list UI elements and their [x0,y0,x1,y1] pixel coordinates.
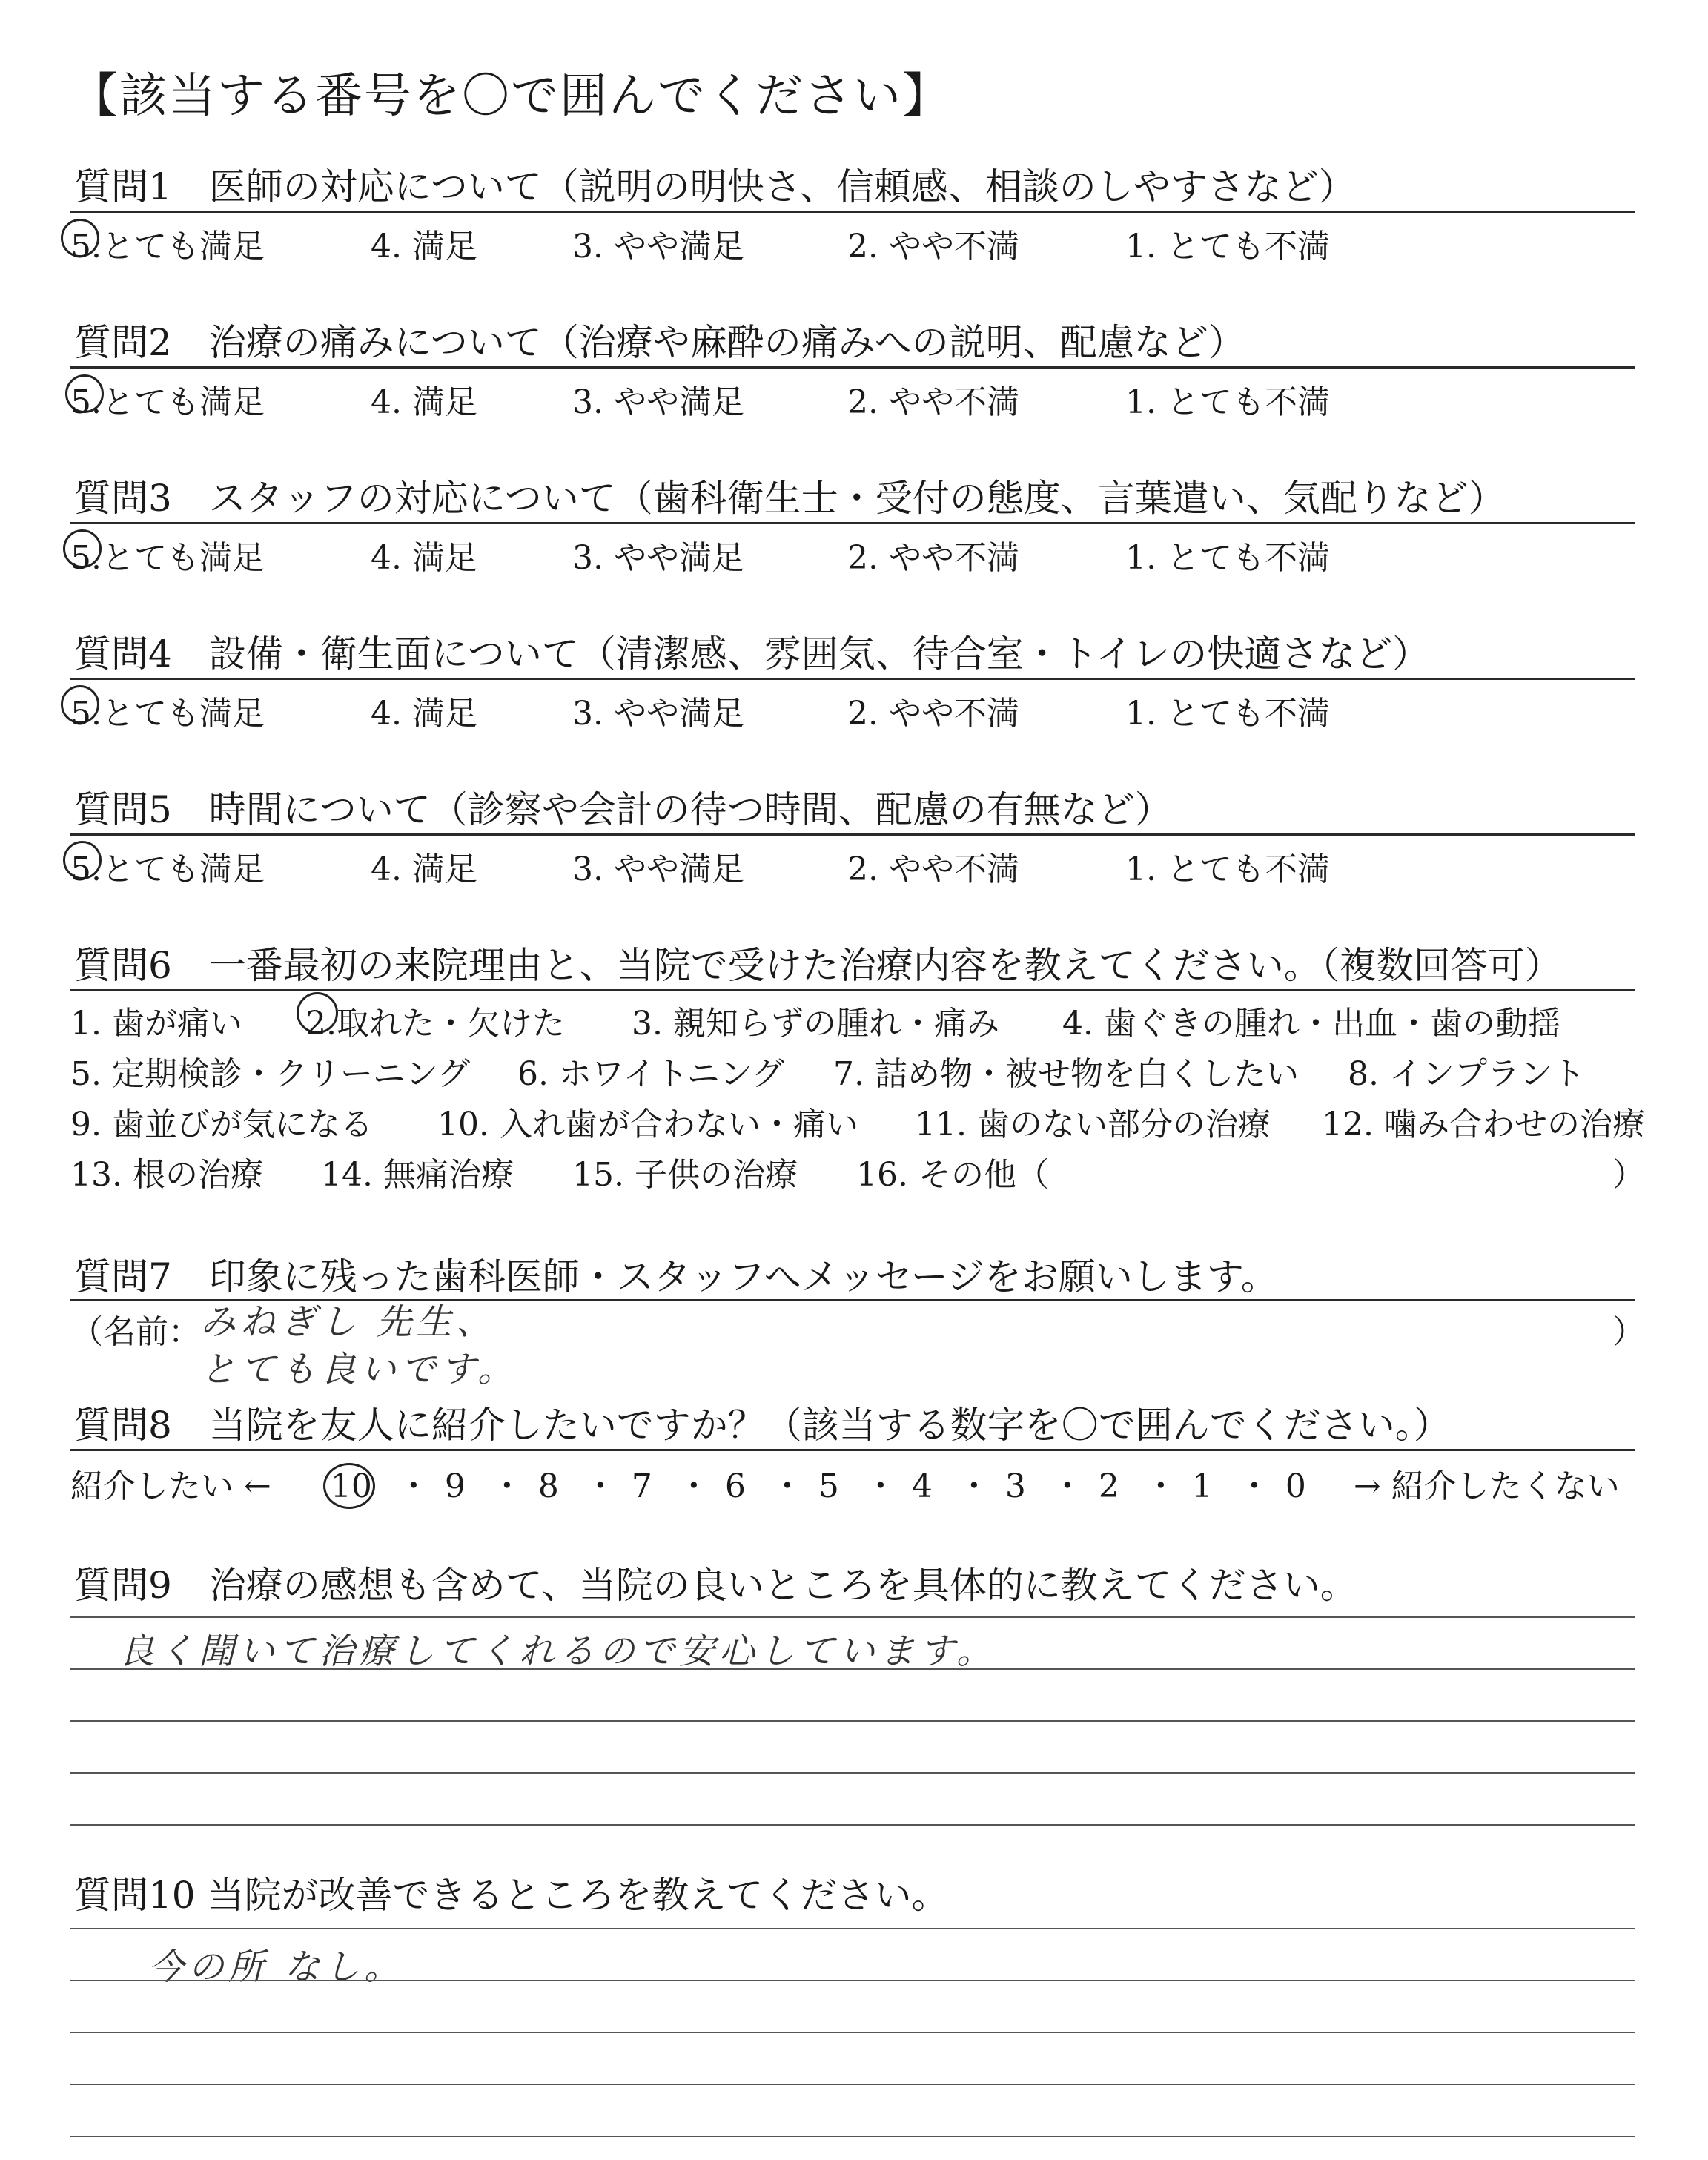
name-close-paren: ） [1612,1313,1645,1351]
answer-line [70,1928,1635,1929]
question-title: 質問10 当院が改善できるところを教えてください。 [74,1874,949,1917]
answer-line [70,1824,1635,1826]
option-2[interactable]: 2. やや不満 [847,539,1019,577]
option-4[interactable]: 4. 満足 [371,539,477,577]
answer-line [70,1720,1635,1722]
answer-line [70,1772,1635,1774]
option-5[interactable]: 5.とても満足 [70,695,265,733]
divider [70,833,1635,836]
answer-line [70,1616,1635,1618]
option-3[interactable]: 3. やや満足 [572,228,744,265]
selection-circle [323,1463,375,1509]
reason-option[interactable]: 15. 子供の治療 [572,1156,798,1194]
reason-option[interactable]: 9. 歯並びが気になる [70,1106,373,1143]
scale-number-9[interactable]: 9 [444,1467,466,1505]
question-title: 質問9 治療の感想も含めて、当院の良いところを具体的に教えてください。 [74,1564,1357,1607]
reason-option[interactable]: 6. ホワイトニング [517,1055,785,1093]
reason-option[interactable]: 14. 無痛治療 [321,1156,514,1194]
reason-option[interactable]: 11. 歯のない部分の治療 [915,1106,1271,1143]
question-title: 質問3 スタッフの対応について（歯科衛生士・受付の態度、言葉遣い、気配りなど） [74,477,1506,520]
divider [70,678,1635,680]
answer-line [70,1668,1635,1670]
option-1[interactable]: 1. とても不満 [1125,539,1330,577]
option-4[interactable]: 4. 満足 [371,695,477,733]
reason-option[interactable]: 2.取れた・欠けた [305,1005,565,1043]
question-title: 質問5 時間について（診察や会計の待つ時間、配慮の有無など） [74,788,1172,831]
option-5[interactable]: 5.とても満足 [70,383,265,421]
page-title: 【該当する番号を〇で囲んでください】 [70,69,951,124]
answer-line [70,2136,1635,2137]
reason-option[interactable]: 3. 親知らずの腫れ・痛み [632,1005,999,1043]
other-close-paren: ） [1612,1156,1645,1194]
option-2[interactable]: 2. やや不満 [847,228,1019,265]
option-5[interactable]: 5.とても満足 [70,228,265,265]
scale-right-label: → 紹介したくない [1353,1467,1620,1505]
scale-number-7[interactable]: 7 [631,1467,652,1505]
option-3[interactable]: 3. やや満足 [572,851,744,888]
option-1[interactable]: 1. とても不満 [1125,228,1330,265]
reason-option[interactable]: 1. 歯が痛い [70,1005,242,1043]
question-title: 質問8 当院を友人に紹介したいですか？（該当する数字を〇で囲んでください。） [74,1404,1451,1447]
recommend-scale: 紹介したい ← 10 ・ 9 ・ 8 ・ 7 ・ 6 ・ 5 ・ 4 ・ 3 ・ 2 ・ 1 ・ 0 → 紹介したくない [70,1459,1620,1507]
question-title: 質問2 治療の痛みについて（治療や麻酔の痛みへの説明、配慮など） [74,321,1245,364]
answer-line [70,2032,1635,2033]
handwritten-answer[interactable]: 良く聞いて治療してくれるので安心しています。 [119,1631,997,1672]
reason-option-other[interactable]: 16. その他（ [856,1156,1049,1194]
option-4[interactable]: 4. 満足 [371,228,477,265]
handwritten-answer[interactable]: 今の所 なし。 [148,1946,405,1988]
scale-number-2[interactable]: 2 [1098,1467,1119,1505]
option-5[interactable]: 5.とても満足 [70,539,265,577]
divider [70,522,1635,524]
option-4[interactable]: 4. 満足 [371,851,477,888]
question-title: 質問1 医師の対応について（説明の明快さ、信頼感、相談のしやすさなど） [74,165,1356,208]
option-2[interactable]: 2. やや不満 [847,383,1019,421]
scale-number-6[interactable]: 6 [724,1467,746,1505]
scale-number-0[interactable]: 0 [1285,1467,1306,1505]
scale-number-3[interactable]: 3 [1004,1467,1026,1505]
scale-left-label: 紹介したい ← [70,1467,271,1505]
reason-option[interactable]: 10. 入れ歯が合わない・痛い [437,1106,858,1143]
option-2[interactable]: 2. やや不満 [847,695,1019,733]
option-1[interactable]: 1. とても不満 [1125,851,1330,888]
handwritten-name[interactable]: みねぎし 先生、 [200,1301,497,1343]
reason-option[interactable]: 12. 噛み合わせの治療 [1322,1106,1645,1143]
reason-option[interactable]: 13. 根の治療 [70,1156,263,1194]
handwritten-message[interactable]: とても良いです。 [200,1349,518,1390]
reason-option[interactable]: 8. インプラント [1348,1055,1585,1093]
option-4[interactable]: 4. 満足 [371,383,477,421]
question-title: 質問7 印象に残った歯科医師・スタッフへメッセージをお願いします。 [74,1255,1278,1298]
scale-number-4[interactable]: 4 [911,1467,933,1505]
option-2[interactable]: 2. やや不満 [847,851,1019,888]
divider [70,1449,1635,1451]
scale-number-10[interactable]: 10 [331,1467,372,1505]
reason-option[interactable]: 5. 定期検診・クリーニング [70,1055,471,1093]
option-1[interactable]: 1. とても不満 [1125,695,1330,733]
question-title: 質問6 一番最初の来院理由と、当院で受けた治療内容を教えてください。（複数回答可） [74,944,1562,987]
answer-line [70,2084,1635,2085]
reason-option[interactable]: 7. 詰め物・被せ物を白くしたい [833,1055,1299,1093]
divider [70,211,1635,213]
option-3[interactable]: 3. やや満足 [572,383,744,421]
scale-number-5[interactable]: 5 [818,1467,839,1505]
reason-option[interactable]: 4. 歯ぐきの腫れ・出血・歯の動揺 [1062,1005,1560,1043]
answer-line [70,1980,1635,1981]
scale-number-8[interactable]: 8 [537,1467,559,1505]
question-title: 質問4 設備・衛生面について（清潔感、雰囲気、待合室・トイレの快適さなど） [74,633,1430,676]
divider [70,366,1635,369]
divider [70,989,1635,991]
option-3[interactable]: 3. やや満足 [572,539,744,577]
option-3[interactable]: 3. やや満足 [572,695,744,733]
name-label: （名前： [70,1313,201,1351]
option-1[interactable]: 1. とても不満 [1125,383,1330,421]
scale-number-1[interactable]: 1 [1191,1467,1213,1505]
option-5[interactable]: 5.とても満足 [70,851,265,888]
